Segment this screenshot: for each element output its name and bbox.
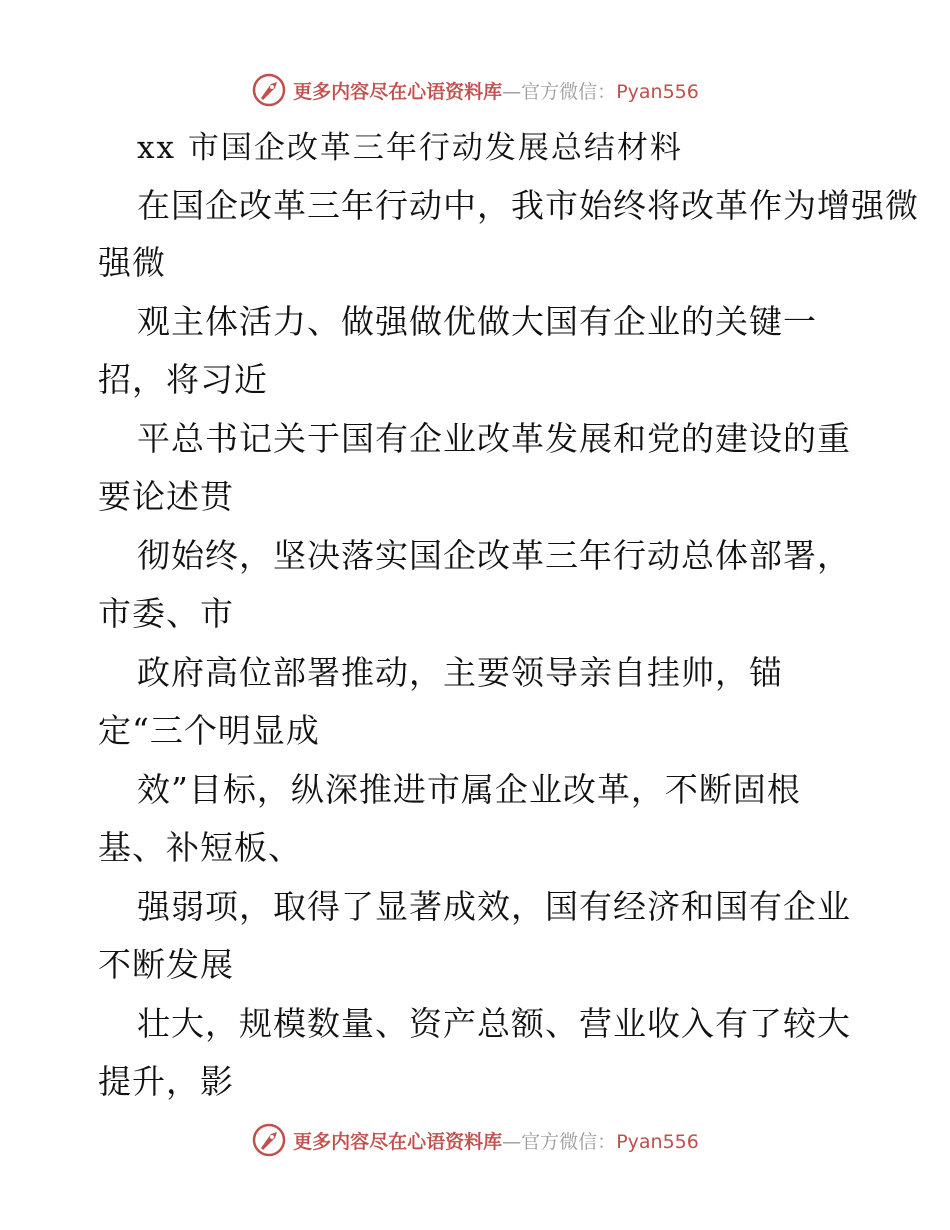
body-line: 提升，影 bbox=[98, 1062, 234, 1101]
watermark-wechat-label: 官方微信： bbox=[521, 80, 617, 103]
body-line: 彻始终，坚决落实国企改革三年行动总体部署， bbox=[137, 536, 851, 575]
watermark-main-text: 更多内容尽在心语资料库 bbox=[293, 80, 503, 103]
body-line: 不断发展 bbox=[98, 945, 234, 984]
pen-nib-logo-icon bbox=[251, 72, 287, 108]
body-line: 定“三个明显成 bbox=[98, 711, 320, 750]
pen-nib-logo-icon bbox=[251, 1122, 287, 1158]
body-line: 招，将习近 bbox=[98, 360, 268, 399]
body-line: 市委、市 bbox=[98, 594, 234, 633]
header-watermark bbox=[0, 70, 950, 110]
watermark-dash: — bbox=[502, 1130, 522, 1153]
watermark-wechat-label: 官方微信： bbox=[521, 1130, 617, 1153]
watermark-text bbox=[293, 77, 699, 104]
body-line: 观主体活力、做强做优做大国有企业的关键一 bbox=[137, 302, 817, 341]
body-line: 在国企改革三年行动中，我市始终将改革作为增强微 bbox=[137, 186, 919, 225]
watermark-text bbox=[293, 1127, 699, 1154]
watermark-wechat-id: Pyan556 bbox=[616, 80, 699, 103]
body-line: 强弱项，取得了显著成效，国有经济和国有企业 bbox=[137, 887, 851, 926]
body-line: 要论述贯 bbox=[98, 477, 234, 516]
body-line: 政府高位部署推动，主要领导亲自挂帅，锚 bbox=[137, 653, 783, 692]
body-line: 基、补短板、 bbox=[98, 828, 302, 867]
body-line: 效”目标，纵深推进市属企业改革，不断固根 bbox=[137, 770, 801, 809]
watermark-main-text: 更多内容尽在心语资料库 bbox=[293, 1130, 503, 1153]
watermark-dash: — bbox=[502, 80, 522, 103]
body-line: 平总书记关于国有企业改革发展和党的建设的重 bbox=[137, 419, 851, 458]
footer-watermark bbox=[0, 1120, 950, 1160]
document-title: xx 市国企改革三年行动发展总结材料 bbox=[137, 130, 683, 166]
body-line: 壮大，规模数量、资产总额、营业收入有了较大 bbox=[137, 1004, 851, 1043]
body-line: 强微 bbox=[98, 243, 166, 282]
watermark-wechat-id: Pyan556 bbox=[616, 1130, 699, 1153]
